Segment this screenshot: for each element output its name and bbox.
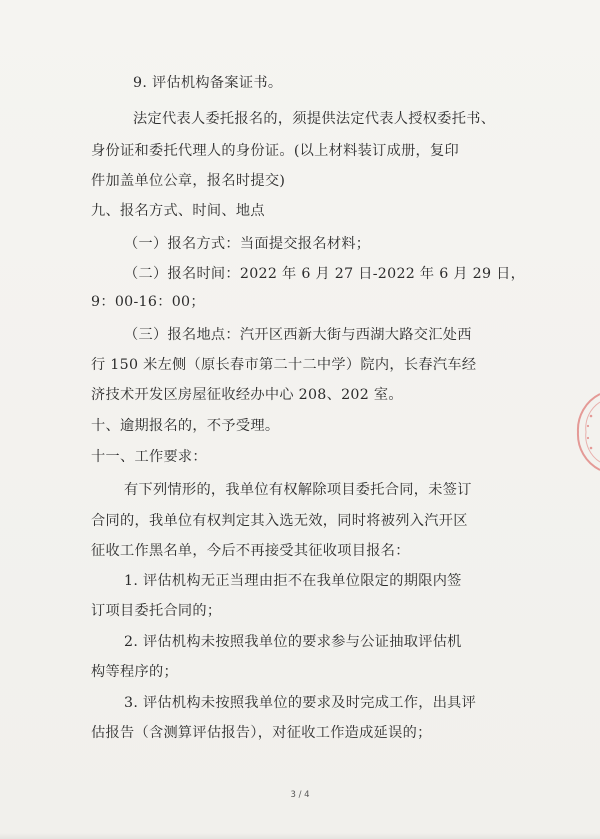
page-number: 3 / 4 (290, 790, 310, 800)
section-heading-9: 九、报名方式、时间、地点 (91, 203, 265, 219)
text-line-2: 法定代表人委托报名的，须提供法定代表人授权委托书、 (133, 111, 496, 127)
text-line-17: 1. 评估机构无正当理由拒不在我单位限定的期限内签 (124, 573, 462, 589)
section-heading-10: 十、逾期报名的，不予受理。 (91, 418, 280, 434)
text-line-15: 合同的，我单位有权判定其入选无效，同时将被列入汽开区 (91, 513, 468, 529)
text-line-22: 估报告（含测算评估报告），对征收工作造成延误的； (91, 725, 432, 741)
text-line-3: 身份证和委托代理人的身份证。(以上材料装订成册，复印 (91, 143, 460, 159)
text-line-6: （一）报名方式：当面提交报名材料； (124, 236, 371, 252)
text-line-11: 济技术开发区房屋征收经办中心 208、202 室。 (91, 387, 403, 403)
text-line-14: 有下列情形的，我单位有权解除项目委托合同，未签订 (124, 482, 472, 498)
text-line-18: 订项目委托合同的； (91, 603, 222, 619)
text-line-8: 9：00-16：00； (91, 294, 205, 310)
text-line-9: （三）报名地点：汽开区西新大街与西湖大路交汇处西 (124, 327, 472, 343)
section-heading-11: 十一、工作要求： (91, 449, 207, 465)
page-bottom-shadow (0, 833, 600, 839)
text-line-16: 征收工作黑名单，今后不再接受其征收项目报名： (91, 543, 410, 559)
text-line-10: 行 150 米左侧（原长春市第二十二中学）院内，长春汽车经 (91, 357, 477, 373)
text-line-19: 2. 评估机构未按照我单位的要求参与公证抽取评估机 (124, 634, 462, 650)
text-line-20: 构等程序的； (91, 664, 178, 680)
red-seal-edge-icon (574, 392, 600, 472)
text-line-1: 9. 评估机构备案证书。 (133, 75, 283, 91)
text-line-7: （二）报名时间：2022 年 6 月 27 日-2022 年 6 月 29 日， (124, 266, 526, 282)
text-line-21: 3. 评估机构未按照我单位的要求及时完成工作，出具评 (124, 695, 477, 711)
text-line-4: 件加盖单位公章，报名时提交) (91, 173, 286, 189)
